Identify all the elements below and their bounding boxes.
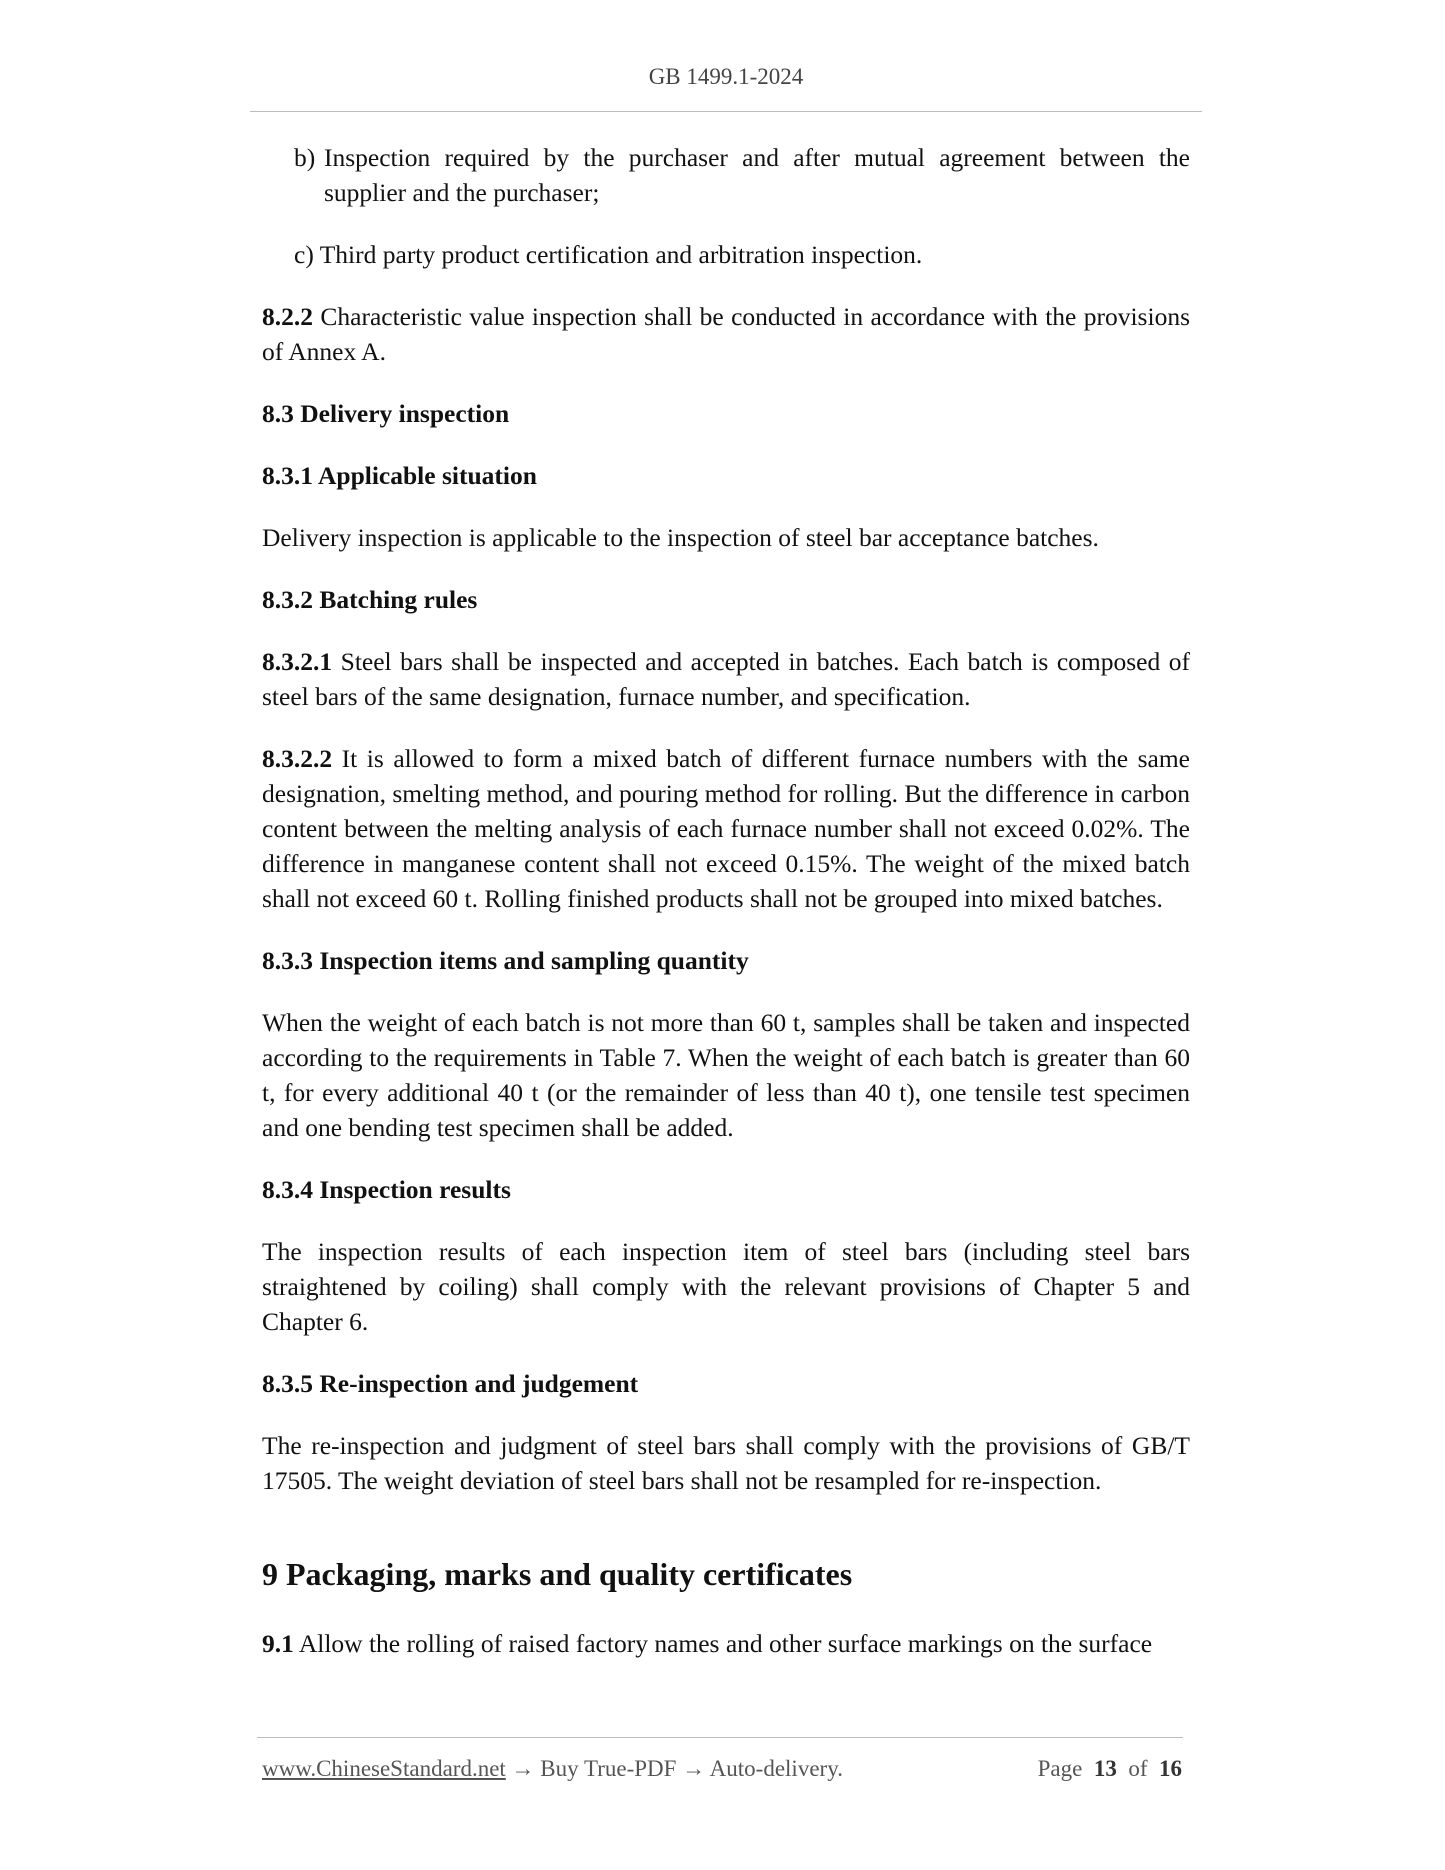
page-current: 13	[1093, 1756, 1117, 1781]
paragraph-8-3-3: When the weight of each batch is not more than 60 t, samples shall be taken and inspected according to the requirements in Table 7. When the weight of each batch is greater than 60 t, for every additional 40 t (or the remainder of less than 40 t), one tensile test specimen and one bending test specimen shall be added.	[262, 1008, 1190, 1142]
paragraph-8-2-2	[262, 299, 1190, 369]
document-body	[262, 140, 1190, 1688]
website-link[interactable]: www.ChineseStandard.net	[262, 1756, 506, 1781]
clause-text: Characteristic value inspection shall be conducted in accordance with the provisions of Annex A.	[262, 302, 1190, 366]
paragraph-8-3-2-1	[262, 644, 1190, 714]
list-item-c: c) Third party product certification and arbitration inspection.	[294, 240, 923, 269]
heading-8-3-1: 8.3.1 Applicable situation	[262, 461, 537, 490]
heading-8-3: 8.3 Delivery inspection	[262, 399, 510, 428]
heading-8-3-2: 8.3.2 Batching rules	[262, 585, 478, 614]
heading-8-3-5: 8.3.5 Re-inspection and judgement	[262, 1369, 639, 1398]
heading-chapter-9: 9 Packaging, marks and quality certificates	[262, 1556, 853, 1592]
paragraph-8-3-4: The inspection results of each inspection item of steel bars (including steel bars straightened by coiling) shall comply with the relevant provisions of Chapter 5 and Chapter 6.	[262, 1237, 1190, 1336]
clause-number: 8.3.2.1	[262, 647, 333, 676]
paragraph-9-1	[262, 1626, 1190, 1661]
heading-8-3-3: 8.3.3 Inspection items and sampling quantity	[262, 946, 749, 975]
clause-text: It is allowed to form a mixed batch of different furnace numbers with the same designation, smelting method, and pouring method for rolling. But the difference in carbon content between the melting analysis of each furnace number shall not exceed 0.02%. The difference in manganese content shall not exceed 0.15%. The weight of the mixed batch shall not exceed 60 t. Rolling finished products shall not be grouped into mixed batches.	[262, 744, 1190, 913]
arrow-right-icon: →	[676, 1756, 710, 1781]
clause-number: 8.2.2	[262, 302, 313, 331]
page-label: Page	[1037, 1756, 1083, 1781]
arrow-right-icon: →	[505, 1756, 541, 1781]
page-header-title: GB 1499.1-2024	[648, 64, 804, 89]
auto-delivery-text: Auto-delivery.	[709, 1756, 843, 1781]
list-marker-b: b)	[294, 143, 316, 172]
heading-8-3-4: 8.3.4 Inspection results	[262, 1175, 511, 1204]
paragraph-8-3-2-2	[262, 741, 1190, 916]
page-indicator	[1038, 1756, 1182, 1782]
of-label: of	[1128, 1756, 1148, 1781]
header-divider	[250, 111, 1202, 112]
clause-number: 9.1	[262, 1629, 294, 1658]
clause-number: 8.3.2.2	[262, 744, 333, 773]
paragraph-8-3-1: Delivery inspection is applicable to the inspection of steel bar acceptance batches.	[262, 523, 1099, 552]
footer-promo	[262, 1756, 843, 1782]
list-item-b	[262, 140, 1190, 210]
buy-pdf-text: Buy True-PDF	[540, 1756, 677, 1781]
page-total: 16	[1159, 1756, 1182, 1781]
clause-text: Steel bars shall be inspected and accepted in batches. Each batch is composed of steel bars of the same designation, furnace number, and specification.	[262, 647, 1190, 711]
paragraph-8-3-5: The re-inspection and judgment of steel bars shall comply with the provisions of GB/T 17505. The weight deviation of steel bars shall not be resampled for re-inspection.	[262, 1431, 1190, 1495]
list-item-b-text: Inspection required by the purchaser and after mutual agreement between the supplier and the purchaser;	[324, 143, 1190, 207]
clause-text: Allow the rolling of raised factory names and other surface markings on the surface	[293, 1629, 1153, 1658]
footer-divider	[257, 1737, 1183, 1738]
